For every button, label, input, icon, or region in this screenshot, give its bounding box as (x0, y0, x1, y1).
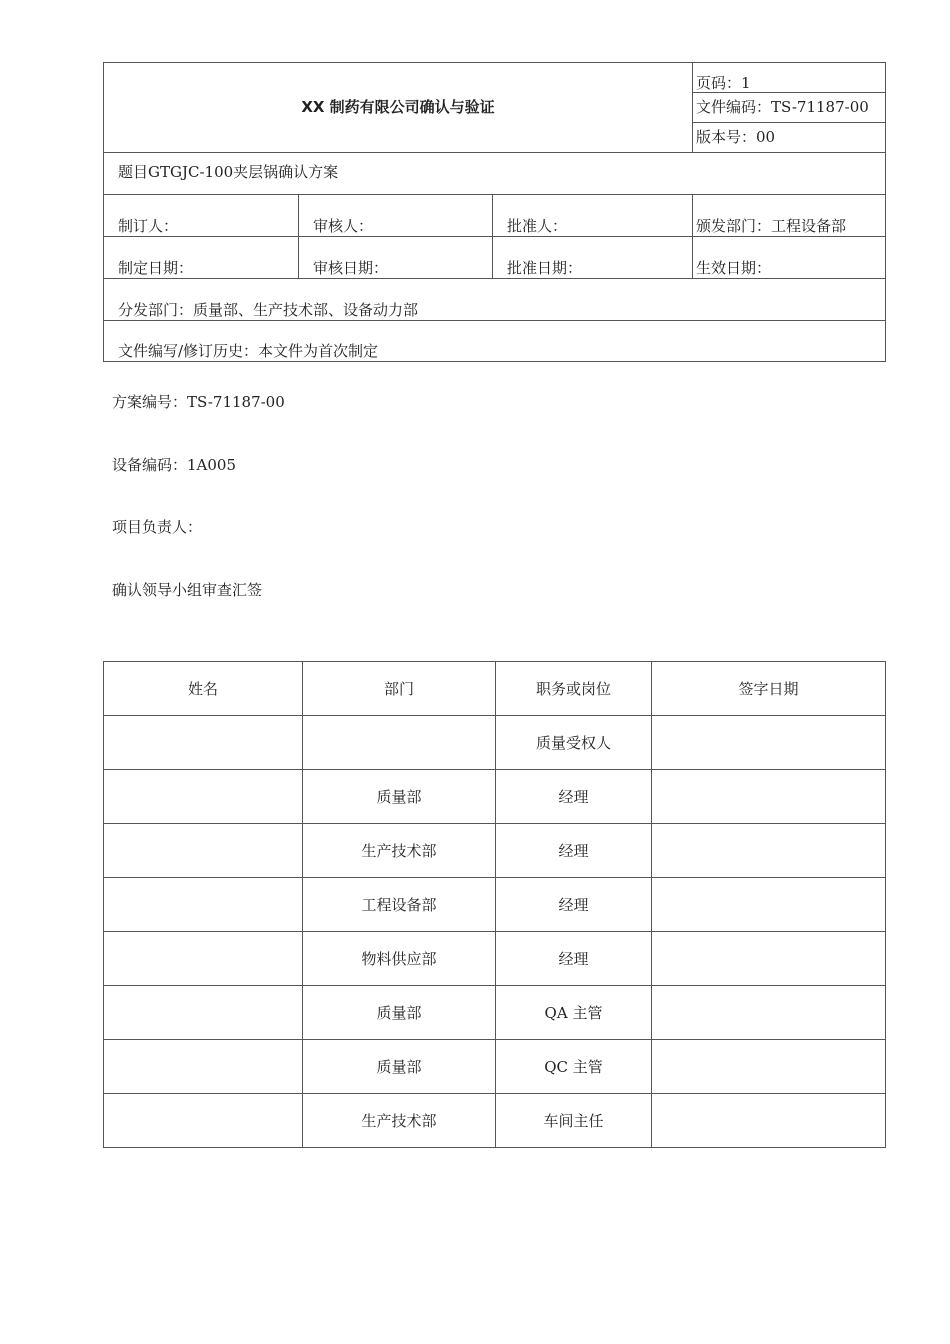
name-cell (104, 716, 303, 770)
sign-date-cell (652, 1094, 886, 1148)
department-cell: 质量部 (303, 986, 496, 1040)
position-cell: 车间主任 (496, 1094, 652, 1148)
department-cell (303, 716, 496, 770)
plan-number: 方案编号：TS-71187-00 (112, 393, 285, 411)
name-cell (104, 986, 303, 1040)
approver-field: 批准人： (493, 195, 693, 237)
issuing-department: 颁发部门：工程设备部 (693, 195, 886, 237)
version-number: 版本号：00 (693, 123, 886, 153)
sign-date-cell (652, 932, 886, 986)
distribution-departments: 分发部门：质量部、生产技术部、设备动力部 (104, 279, 886, 321)
table-row (104, 1094, 886, 1148)
sign-date-cell (652, 716, 886, 770)
name-cell (104, 770, 303, 824)
table-row (104, 824, 886, 878)
made-date-field: 制定日期： (104, 237, 299, 279)
position-cell: QA 主管 (496, 986, 652, 1040)
sign-date-cell (652, 770, 886, 824)
review-date-field: 审核日期： (299, 237, 493, 279)
sign-date-cell (652, 986, 886, 1040)
column-header: 签字日期 (652, 662, 886, 716)
table-row (104, 1040, 886, 1094)
page-number: 页码：1 (693, 63, 886, 93)
table-row (104, 878, 886, 932)
sign-date-cell (652, 824, 886, 878)
column-header: 部门 (303, 662, 496, 716)
company-title: XX 制药有限公司确认与验证 (104, 63, 693, 153)
sign-section-title: 确认领导小组审查汇签 (112, 581, 263, 599)
author-field: 制订人： (104, 195, 299, 237)
name-cell (104, 1094, 303, 1148)
equipment-code: 设备编码：1A005 (112, 456, 237, 474)
sign-date-cell (652, 1040, 886, 1094)
department-cell: 生产技术部 (303, 1094, 496, 1148)
sign-date-cell (652, 878, 886, 932)
name-cell (104, 1040, 303, 1094)
column-header: 职务或岗位 (496, 662, 652, 716)
position-cell: 经理 (496, 932, 652, 986)
department-cell: 质量部 (303, 1040, 496, 1094)
position-cell: 经理 (496, 824, 652, 878)
position-cell: QC 主管 (496, 1040, 652, 1094)
position-cell: 质量受权人 (496, 716, 652, 770)
document-header-table (103, 62, 886, 362)
position-cell: 经理 (496, 770, 652, 824)
name-cell (104, 932, 303, 986)
reviewer-field: 审核人： (299, 195, 493, 237)
signature-table-header (104, 662, 886, 716)
position-cell: 经理 (496, 878, 652, 932)
document-code: 文件编码：TS-71187-00 (693, 93, 886, 123)
table-row (104, 770, 886, 824)
name-cell (104, 824, 303, 878)
document-subject: 题目GTGJC-100夹层锅确认方案 (104, 153, 886, 195)
effective-date-field: 生效日期： (693, 237, 886, 279)
table-row (104, 986, 886, 1040)
approve-date-field: 批准日期： (493, 237, 693, 279)
table-row (104, 932, 886, 986)
department-cell: 物料供应部 (303, 932, 496, 986)
column-header: 姓名 (104, 662, 303, 716)
signature-table (103, 661, 886, 1148)
department-cell: 工程设备部 (303, 878, 496, 932)
table-row (104, 716, 886, 770)
department-cell: 生产技术部 (303, 824, 496, 878)
project-lead: 项目负责人： (112, 518, 203, 536)
department-cell: 质量部 (303, 770, 496, 824)
name-cell (104, 878, 303, 932)
revision-history: 文件编写/修订历史：本文件为首次制定 (104, 321, 886, 362)
